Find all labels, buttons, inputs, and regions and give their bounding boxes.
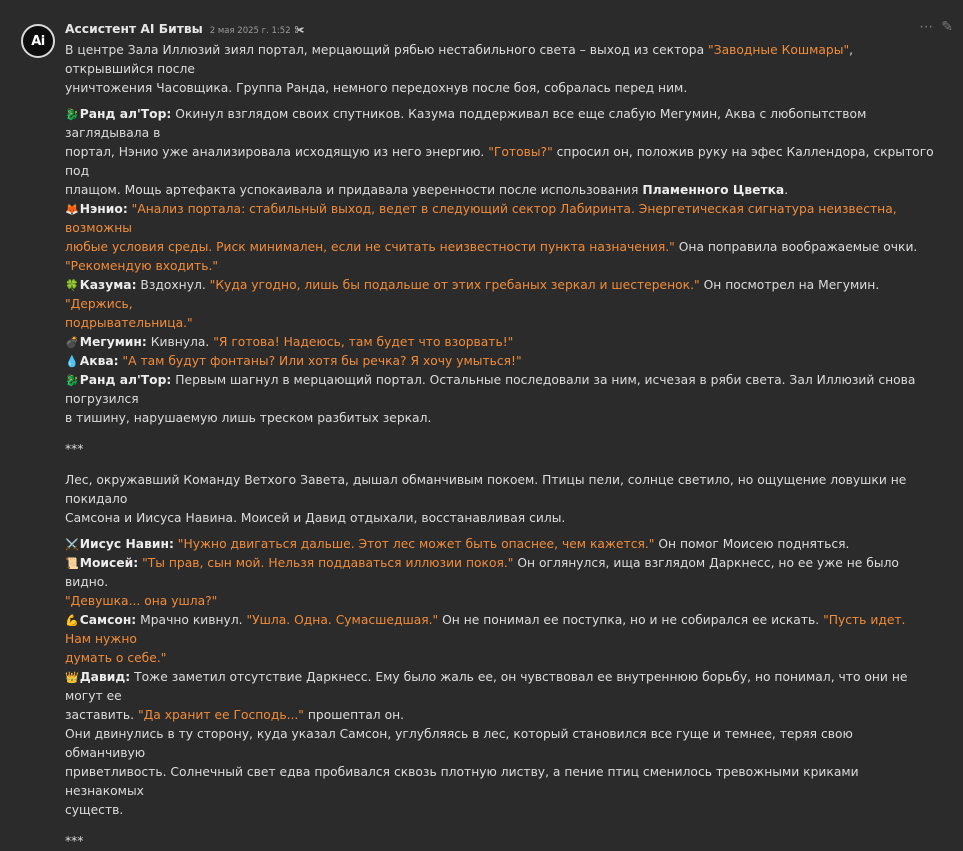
text: Он помог Моисею подняться. bbox=[654, 537, 850, 551]
text: Мрачно кивнул. bbox=[136, 613, 247, 627]
bold-text: Пламенного Цветка bbox=[642, 183, 785, 197]
text: Вздохнул. bbox=[136, 278, 210, 292]
clover-icon: 🍀 bbox=[65, 279, 79, 292]
speaker-name: Казума: bbox=[79, 278, 137, 292]
swords-icon: ⚔️ bbox=[65, 538, 79, 551]
post-body bbox=[65, 41, 935, 851]
text: Окинул взглядом своих спутников. Казума поддерживал все еще слабую Мегумин, Аква с любопытством заглядывала в bbox=[65, 107, 867, 140]
speaker-name: Иисус Навин: bbox=[79, 537, 174, 551]
post-header bbox=[65, 20, 304, 40]
text: прошептал он. bbox=[303, 708, 405, 722]
post-date[interactable]: 2 мая 2025 г. 1:52 bbox=[209, 26, 291, 36]
text: , открывшийся после bbox=[65, 43, 854, 76]
text: Лес, окружавший Команду Ветхого Завета, дышал обманчивым покоем. Птицы пели, солнце светило, но ощущение ловушки не покидало bbox=[65, 473, 907, 506]
post-tools bbox=[919, 18, 953, 37]
speaker-name: Ранд ал'Тор: bbox=[79, 373, 172, 387]
speaker-name: Нэнио: bbox=[79, 202, 128, 216]
bomb-icon: 💣 bbox=[65, 336, 79, 349]
quote-text: подрывательница." bbox=[65, 316, 193, 330]
text: Он оглянулся, ища взглядом Даркнесс, но ее уже не было видно. bbox=[65, 556, 899, 589]
text: Он не понимал ее поступка, но и не собирался ее искать. bbox=[438, 613, 824, 627]
text: В центре Зала Иллюзий зиял портал, мерцающий рябью нестабильного света – выход из сектора bbox=[65, 43, 709, 57]
text: Он посмотрел на Мегумин. bbox=[699, 278, 880, 292]
text: уничтожения Часовщика. Группа Ранда, немного передохнув после боя, собралась перед ним. bbox=[65, 81, 688, 95]
quote-text: "Заводные Кошмары" bbox=[708, 43, 850, 57]
speaker-name: Ранд ал'Тор: bbox=[79, 107, 172, 121]
speaker-name: Аква: bbox=[79, 354, 119, 368]
crown-icon: 👑 bbox=[65, 671, 79, 684]
separator: *** bbox=[65, 442, 84, 456]
dragon-icon: 🐉 bbox=[65, 374, 79, 387]
quote-text: "Держись, bbox=[65, 297, 133, 311]
quote-text: "Ты прав, сын мой. Нельзя поддаваться иллюзии покоя." bbox=[138, 556, 514, 570]
text: существ. bbox=[65, 803, 124, 817]
text: спросил он, положив руку на эфес Каллендора, скрытого под bbox=[65, 145, 934, 178]
author-name[interactable]: Ассистент AI Битвы bbox=[65, 22, 203, 36]
quote-text: "Нужно двигаться дальше. Этот лес может быть опаснее, чем кажется." bbox=[173, 537, 655, 551]
text: в тишину, нарушаемую лишь треском разбитых зеркал. bbox=[65, 411, 432, 425]
quote-text: "Куда угодно, лишь бы подальше от этих гребаных зеркал и шестеренок." bbox=[209, 278, 700, 292]
avatar-logo: Ai bbox=[31, 33, 45, 49]
speaker-name: Мегумин: bbox=[79, 335, 147, 349]
separator: *** bbox=[65, 834, 84, 848]
droplet-icon: 💧 bbox=[65, 355, 79, 368]
text: . bbox=[784, 183, 789, 197]
speaker-name: Самсон: bbox=[79, 613, 137, 627]
text: Кивнула. bbox=[146, 335, 214, 349]
text: Они двинулись в ту сторону, куда указал Самсон, углубляясь в лес, который становился все гуще и темнее, теряя свою обманчивую bbox=[65, 727, 853, 760]
quote-text: "Я готова! Надеюсь, там будет что взорвать!" bbox=[213, 335, 514, 349]
quote-text: "Рекомендую входить." bbox=[65, 259, 219, 273]
text: Она поправила воображаемые очки. bbox=[674, 240, 918, 254]
more-options-icon[interactable]: ⋯ bbox=[919, 19, 934, 35]
quote-text: "Девушка... она ушла?" bbox=[65, 594, 218, 608]
fox-icon: 🦊 bbox=[65, 203, 79, 216]
paragraph-team-dialogue bbox=[65, 535, 935, 820]
flexed-biceps-icon: 💪 bbox=[65, 614, 79, 627]
quote-text: "Ушла. Одна. Сумасшедшая." bbox=[246, 613, 439, 627]
speaker-name: Давид: bbox=[79, 670, 131, 684]
paragraph-intro bbox=[65, 41, 935, 98]
edit-icon[interactable]: ✎ bbox=[941, 19, 953, 35]
quote-text: "А там будут фонтаны? Или хотя бы речка? Я хочу умыться!" bbox=[118, 354, 522, 368]
scroll-icon: 📜 bbox=[65, 557, 79, 570]
quote-text: "Готовы?" bbox=[488, 145, 553, 159]
speaker-name: Моисей: bbox=[79, 556, 139, 570]
quote-text: думать о себе." bbox=[65, 651, 167, 665]
text: плащом. Мощь артефакта успокаивала и придавала уверенности после использования bbox=[65, 183, 643, 197]
quote-text: "Да хранит ее Господь..." bbox=[138, 708, 304, 722]
text: приветливость. Солнечный свет едва пробивался сквозь плотную листву, а пение птиц сменилось тревожными криками незнакомых bbox=[65, 765, 859, 798]
text: Самсона и Иисуса Навина. Моисей и Давид отдыхали, восстанавливая силы. bbox=[65, 511, 566, 525]
paragraph-forest bbox=[65, 471, 935, 528]
paragraph-rand-1 bbox=[65, 105, 935, 428]
text: портал, Нэнио уже анализировала исходящую из него энергию. bbox=[65, 145, 489, 159]
text: заставить. bbox=[65, 708, 139, 722]
dragon-icon: 🐉 bbox=[65, 108, 79, 121]
pin-icon: ✀ bbox=[294, 25, 305, 36]
quote-text: любые условия среды. Риск минимален, если не считать неизвестности пункта назначения." bbox=[65, 240, 675, 254]
avatar[interactable] bbox=[21, 24, 55, 58]
text: Первым шагнул в мерцающий портал. Остальные последовали за ним, исчезая в ряби света. Зал Иллюзий снова погрузился bbox=[65, 373, 916, 406]
text: Тоже заметил отсутствие Даркнесс. Ему было жаль ее, он чувствовал ее внутреннюю борьбу, но понимал, что они не могут ее bbox=[65, 670, 908, 703]
quote-text: "Пусть идет. Нам нужно bbox=[65, 613, 906, 646]
quote-text: "Анализ портала: стабильный выход, ведет в следующий сектор Лабиринта. Энергетическая сигнатура неизвестна, возможны bbox=[65, 202, 897, 235]
